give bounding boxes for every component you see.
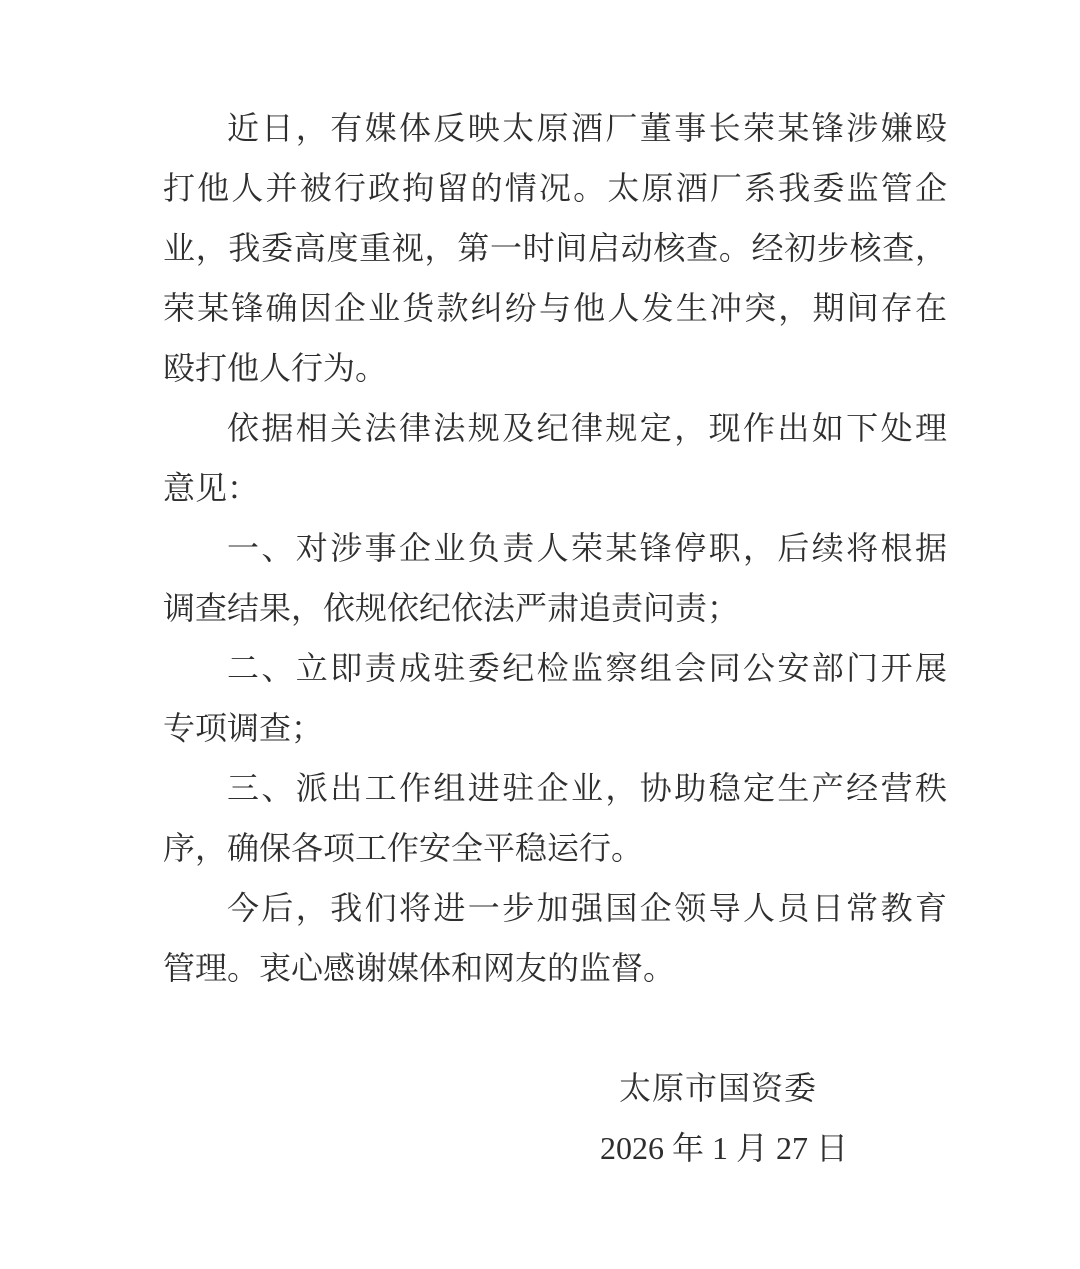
- document-line: 调查结果，依规依纪依法严肃追责问责；: [163, 590, 740, 626]
- document-line: 荣某锋确因企业货款纠纷与他人发生冲突，期间存在: [163, 290, 947, 326]
- document-line: 近日，有媒体反映太原酒厂董事长荣某锋涉嫌殴: [227, 110, 947, 146]
- document-body: [163, 98, 947, 1178]
- signature: 太原市国资委: [618, 1070, 817, 1106]
- document-line: 序，确保各项工作安全平稳运行。: [163, 830, 644, 866]
- document-line: 二、立即责成驻委纪检监察组会同公安部门开展: [227, 650, 947, 686]
- signature-block: [163, 1058, 947, 1178]
- document-line: 一、对涉事企业负责人荣某锋停职，后续将根据: [227, 530, 947, 566]
- document-line: 业，我委高度重视，第一时间启动核查。经初步核查，: [163, 230, 947, 266]
- document-line: 依据相关法律法规及纪律规定，现作出如下处理: [227, 410, 947, 446]
- document-line: 意见：: [163, 470, 260, 506]
- document-line: 三、派出工作组进驻企业，协助稳定生产经营秩: [227, 770, 947, 806]
- document-line: 打他人并被行政拘留的情况。太原酒厂系我委监管企: [163, 170, 947, 206]
- document-line: 今后，我们将进一步加强国企领导人员日常教育: [227, 890, 947, 926]
- document-line: 殴打他人行为。: [163, 350, 388, 386]
- document-line: 管理。衷心感谢媒体和网友的监督。: [163, 950, 676, 986]
- date-line: 2026 年 1 月 27 日: [599, 1130, 848, 1166]
- document-line: 专项调查；: [163, 710, 324, 746]
